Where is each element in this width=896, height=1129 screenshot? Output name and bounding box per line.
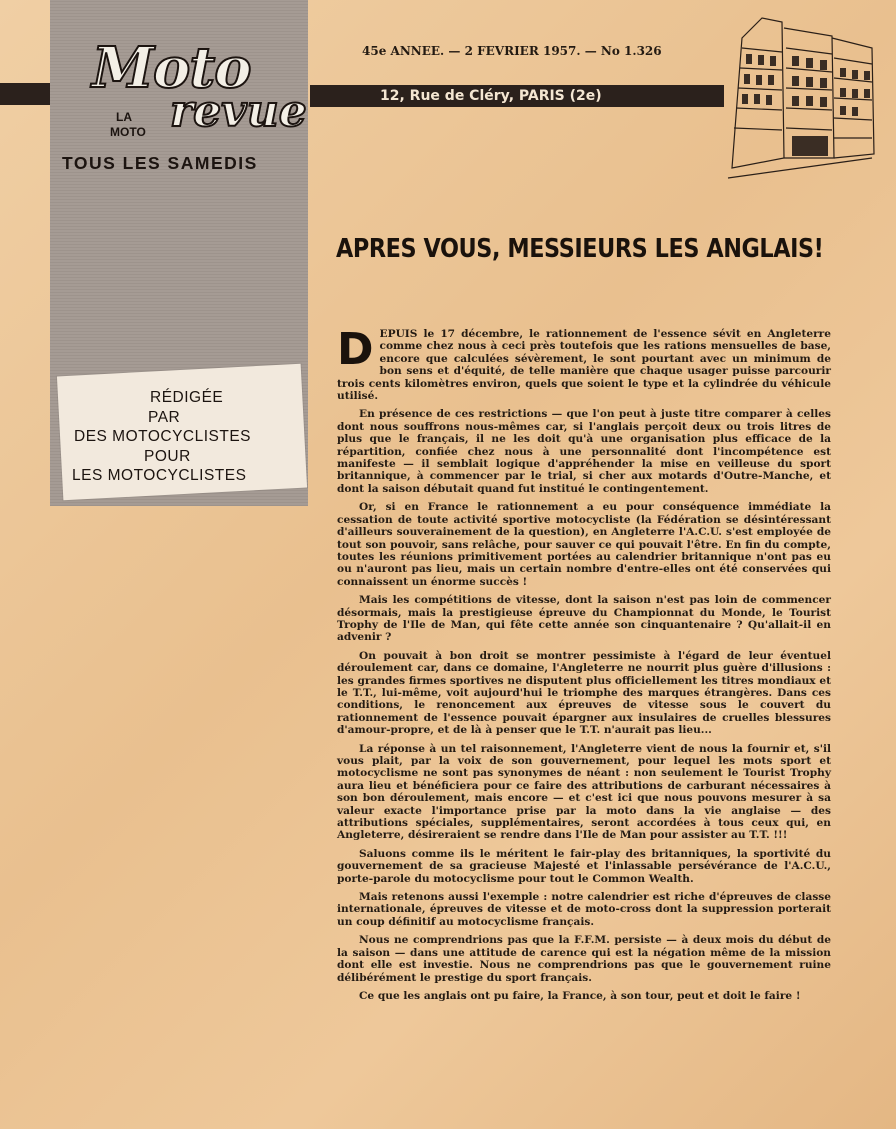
article-paragraph: Saluons comme ils le méritent le fair-play des britanniques, la sportivité du gouvernement de sa gracieuse Majesté et l'inlassable persévérance de l'A.C.U., porte-parole du motocyclisme pour tout le Common Wealth. bbox=[337, 847, 831, 885]
article-paragraph: Ce que les anglais ont pu faire, la France, à son tour, peut et doit le faire ! bbox=[359, 989, 801, 1002]
left-black-bar bbox=[0, 83, 50, 105]
article-headline: APRES VOUS, MESSIEURS LES ANGLAIS! bbox=[336, 234, 824, 264]
article-paragraph: La réponse à un tel raisonnement, l'Angleterre vient de nous la fournir et, s'il vous plait, par la voix de son gouvernement, pour lequel les mots sport et motocyclisme ne sont pas synonymes de néant : non seulement le Tourist Trophy aura lieu et bénéficiera pour ce faire des attributions de carburant nécessaires à son bon déroulement, mais encore — et c'est ici que nous pouvons mesurer à sa valeur exacte l'importance prise par la moto dans la vie anglaise — des attributions spéciales, supplémentaires, seront accordées à tous ceux qui, en Angleterre, désireraient se rendre dans l'Ile de Man pour assister au T.T. !!! bbox=[337, 742, 831, 842]
drop-cap: D bbox=[337, 324, 374, 375]
article-paragraph: En présence de ces restrictions — que l'on peut à juste titre comparer à celles dont nous souffrons nous-mêmes car, si l'anglais perçoit deux ou trois litres de plus que le français, il ne les doit qu'à une organisation plus efficace de la répartition, confiée chez nous à une personnalité dont l'incompétence est manifeste — il semblait logique d'appréhender la mise en veilleuse du sport britannique, à commencer par le trial, si cher aux motards d'Outre-Manche, et dont la saison débutait quand fut institué le contingentement. bbox=[337, 408, 831, 495]
redige-line: LES MOTOCYCLISTES bbox=[72, 467, 247, 484]
address-text: 12, Rue de Cléry, PARIS (2e) bbox=[380, 88, 602, 104]
article-paragraph: Or, si en France le rationnement a eu pour conséquence immédiate la cessation de toute activité sportive motocycliste (la Fédération se désintéressant d'ailleurs souverainement de la question), en Angleterre l'A.C.U. s'est employée de tout son pouvoir, sans relâche, pour sauver ce qui pouvait l'être. En fin du compte, toutes les réunions primitivement portées au calendrier britannique n'ont pas eu ou n'auront pas lieu, mais un certain nombre d'entre-elles ont été conservées qui connaissent un énorme succès ! bbox=[337, 501, 831, 588]
redige-line: POUR bbox=[144, 447, 191, 465]
article-paragraph: Mais retenons aussi l'exemple : notre calendrier est riche d'épreuves de classe internationale, épreuves de vitesse et de moto-cross dont la suppression porterait un coup définitif au motocyclisme français. bbox=[337, 891, 831, 928]
redige-line: DES MOTOCYCLISTES bbox=[74, 428, 252, 445]
logo-moto-text: Moto bbox=[92, 35, 251, 101]
redige-line: RÉDIGÉE bbox=[150, 389, 224, 406]
logo-la-text: LA bbox=[116, 110, 132, 124]
building-illustration-icon bbox=[722, 8, 887, 193]
logo-revue-text: revue bbox=[170, 86, 307, 137]
issue-info: 45e ANNEE. — 2 FEVRIER 1957. — No 1.326 bbox=[362, 44, 662, 58]
tagline: TOUS LES SAMEDIS bbox=[62, 153, 258, 173]
logo-la-moto-text: MOTO bbox=[110, 125, 146, 139]
moto-revue-logo bbox=[60, 35, 310, 150]
article-paragraph: Mais les compétitions de vitesse, dont la saison n'est pas loin de commencer désormais, mais la prestigieuse épreuve du Championnat du Monde, le Tourist Trophy de l'Ile de Man, qui fête cette année son cinquantenaire ? Qu'allait-il en advenir ? bbox=[337, 594, 831, 644]
paragraph-text: EPUIS le 17 décembre, le rationnement de l'essence sévit en Angleterre comme chez nous à ceci près toutefois que les rations mensuelles de base, encore que calculées sévèrement, le sont pourtant avec un minimum de bon sens et d'équité, de telle manière que chaque usager puisse parcourir trois cents kilomètres environ, quels que soient le type et la cylindrée du véhicule utilisé. bbox=[337, 328, 831, 403]
article-paragraph bbox=[337, 324, 831, 403]
article-body bbox=[337, 324, 831, 1008]
redige-text bbox=[64, 388, 296, 486]
article-paragraph: Nous ne comprendrions pas que la F.F.M. persiste — à deux mois du début de la saison — dans une attitude de carence qui est la négation même de la mission dont elle est investie. Nous ne comprendrions pas que le gouvernement ruine délibérément le prestige du sport français. bbox=[337, 934, 831, 984]
redige-line: PAR bbox=[148, 408, 181, 426]
article-paragraph: On pouvait à bon droit se montrer pessimiste à l'égard de leur éventuel déroulement car, dans ce domaine, l'Angleterre ne nourrit plus guère d'illusions : les grandes firmes sportives ne disputent plus officiellement les titres mondiaux et le T.T., lui-même, voit aujourd'hui le triomphe des marques étrangères. Dans ces conditions, le renoncement aux épreuves de vitesse sous le couvert du rationnement de l'essence pouvait épargner aux insulaires de cruelles blessures d'amour-propre, et de là à penser que le T.T. n'aurait pas lieu... bbox=[337, 649, 831, 737]
